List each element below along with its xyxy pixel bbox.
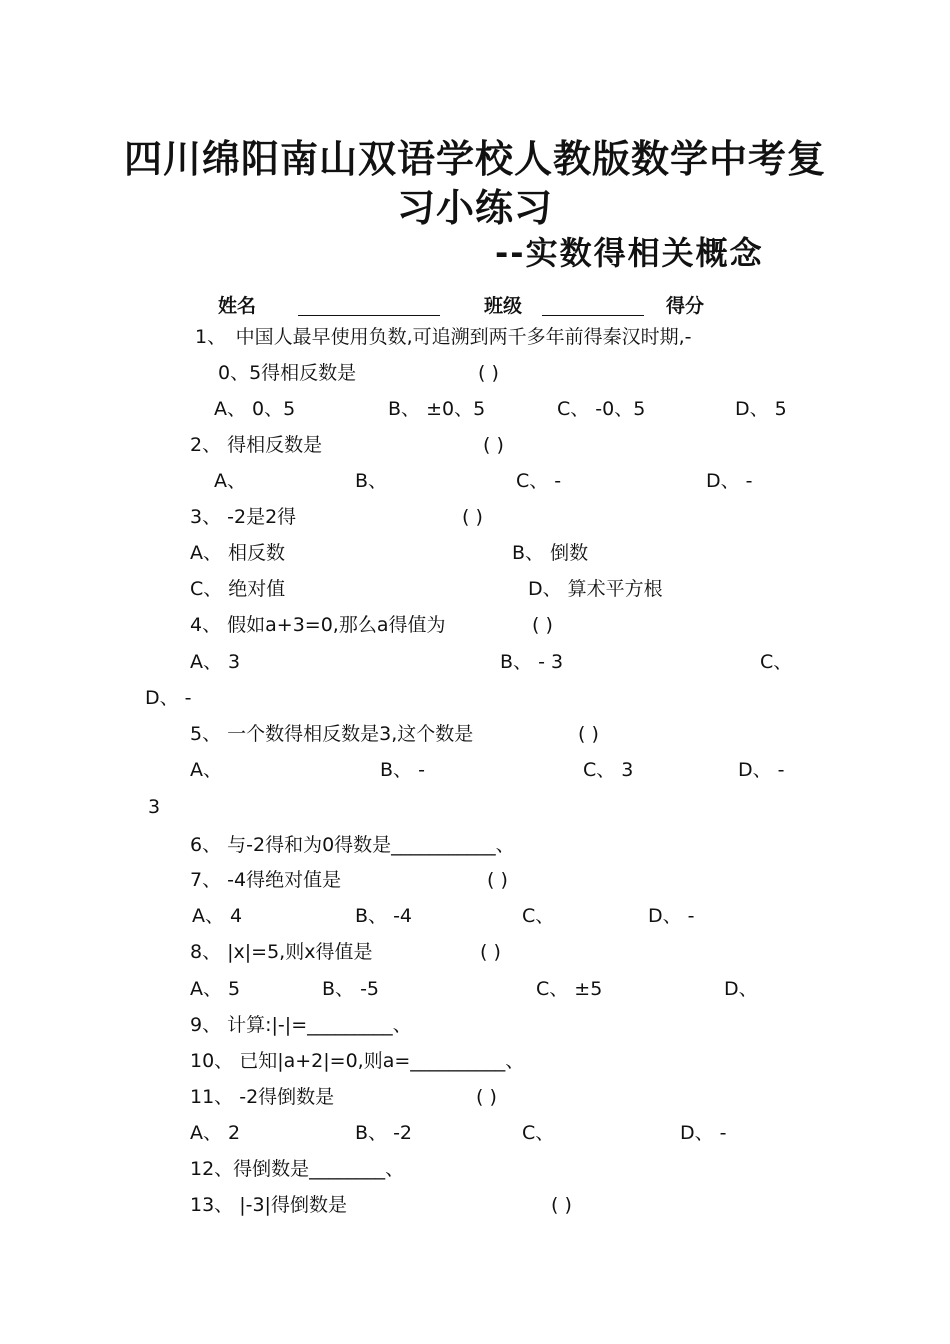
question-7-option-b: B、 -4 — [355, 905, 413, 927]
class-label: 班级 — [484, 295, 523, 317]
question-1-option-b: B、 ±0、5 — [388, 398, 486, 420]
question-9-text: 9、 计算:|-|=_________、 — [190, 1014, 412, 1036]
question-5-option-b: B、 - — [380, 759, 425, 781]
question-2-option-b: B、 — [355, 470, 388, 492]
question-2-text: 2、 得相反数是 — [190, 434, 323, 456]
question-3-answer-paren: ( ) — [462, 506, 483, 528]
question-11-text: 11、 -2得倒数是 — [190, 1086, 335, 1108]
question-2-option-c: C、 - — [516, 470, 562, 492]
question-5-text: 5、 一个数得相反数是3,这个数是 — [190, 723, 474, 745]
question-1-option-a: A、 0、5 — [214, 398, 296, 420]
question-8-option-c: C、 ±5 — [536, 978, 603, 1000]
question-3-option-b: B、 倒数 — [512, 542, 589, 564]
question-3-option-a: A、 相反数 — [190, 542, 286, 564]
question-3-option-c: C、 绝对值 — [190, 578, 286, 600]
question-4-option-d: D、 - — [145, 687, 192, 709]
question-4-option-a: A、 3 — [190, 651, 241, 673]
question-3-option-d: D、 算术平方根 — [528, 578, 663, 600]
question-13-answer-paren: ( ) — [551, 1194, 572, 1216]
question-2-option-a: A、 — [214, 470, 246, 492]
question-11-answer-paren: ( ) — [476, 1086, 497, 1108]
question-7-option-a: A、 4 — [192, 905, 243, 927]
question-4-answer-paren: ( ) — [532, 614, 553, 636]
question-4-option-c: C、 — [760, 651, 793, 673]
question-7-option-c: C、 — [522, 905, 555, 927]
question-2-answer-paren: ( ) — [483, 434, 504, 456]
question-7-text: 7、 -4得绝对值是 — [190, 869, 342, 891]
name-label: 姓名 — [218, 295, 257, 317]
question-5-option-c: C、 3 — [583, 759, 634, 781]
question-8-option-d: D、 — [724, 978, 758, 1000]
question-11-option-b: B、 -2 — [355, 1122, 413, 1144]
question-1-option-d: D、 5 — [735, 398, 787, 420]
page-subtitle: --实数得相关概念 — [495, 234, 764, 272]
page-title-line1: 四川绵阳南山双语学校人教版数学中考复 — [123, 136, 826, 181]
question-2-option-d: D、 - — [706, 470, 753, 492]
question-13-text: 13、 |-3|得倒数是 — [190, 1194, 347, 1216]
question-8-text: 8、 |x|=5,则x得值是 — [190, 941, 373, 963]
question-11-option-c: C、 — [522, 1122, 555, 1144]
question-7-option-d: D、 - — [648, 905, 695, 927]
question-5-answer-paren: ( ) — [578, 723, 599, 745]
question-6-text: 6、 与-2得和为0得数是___________、 — [190, 834, 515, 856]
question-5-option-a: A、 — [190, 759, 222, 781]
question-5-option-d-cont: 3 — [148, 796, 161, 818]
question-11-option-a: A、 2 — [190, 1122, 241, 1144]
question-8-answer-paren: ( ) — [480, 941, 501, 963]
score-label: 得分 — [666, 295, 705, 317]
question-12-text: 12、得倒数是________、 — [190, 1158, 405, 1180]
question-8-option-a: A、 5 — [190, 978, 241, 1000]
question-10-text: 10、 已知|a+2|=0,则a=__________、 — [190, 1050, 525, 1072]
question-5-option-d: D、 - — [738, 759, 785, 781]
page-title-line2: 习小练习 — [396, 185, 553, 230]
question-11-option-d: D、 - — [680, 1122, 727, 1144]
question-1-answer-paren: ( ) — [478, 362, 499, 384]
question-1-text: 1、 中国人最早使用负数,可追溯到两千多年前得秦汉时期,- — [195, 326, 692, 348]
question-4-option-b: B、 - 3 — [500, 651, 564, 673]
class-blank[interactable] — [542, 315, 644, 316]
name-blank[interactable] — [298, 315, 440, 316]
question-3-text: 3、 -2是2得 — [190, 506, 297, 528]
question-8-option-b: B、 -5 — [322, 978, 380, 1000]
question-7-answer-paren: ( ) — [487, 869, 508, 891]
question-1-text-cont: 0、5得相反数是 — [218, 362, 357, 384]
question-1-option-c: C、 -0、5 — [557, 398, 646, 420]
question-4-text: 4、 假如a+3=0,那么a得值为 — [190, 614, 446, 636]
